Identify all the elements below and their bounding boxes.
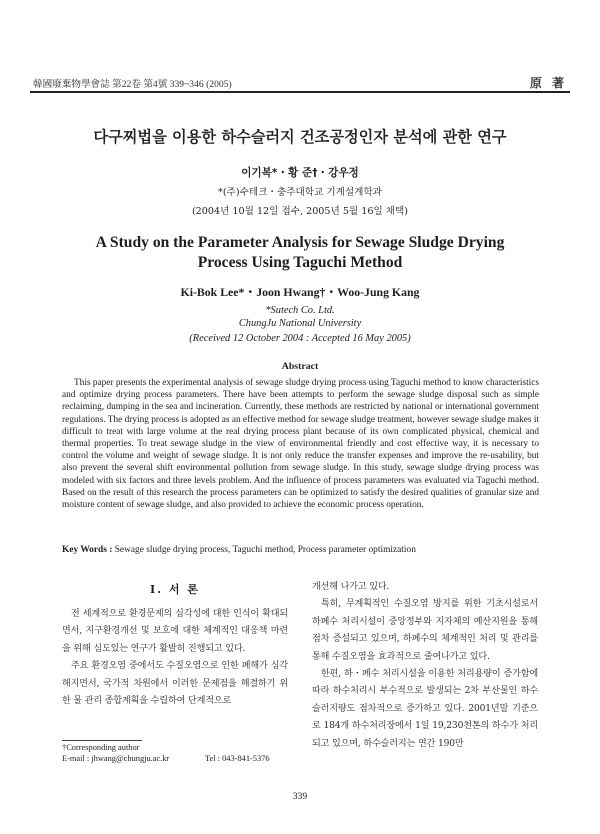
english-title-line-1: A Study on the Parameter Analysis for Sewage Sludge Drying [95,234,505,251]
english-authors: Ki-Bok Lee*・Joon Hwang†・Woo-Jung Kang [180,285,420,299]
affiliation-company: *Sutech Co. Ltd. [265,305,335,316]
abstract-body: This paper presents the experimental analysis of sewage sludge drying process using Taguchi method to know characteristics and optimize drying process parameters. There have been attempts to perform the sewage sludge disposal such as simple reclaiming, dumping in the sea and incineration. Currently, these methods are restricted by national or international government regulations. The drying process is adopted as an effective method for sewage sludge treatment, however sewage sludge makes it difficult to treat with large volume at the real drying process plant because of its own complicated physical, chemical and thermal properties. To treat sewage sludge in the view of environmental friendly and cost effective way, it is necessary to control the volume and weight of sewage sludge. It is not only reduce the transfer expenses and improve the re-usability, but also prevent the several shift environmental pollution from sewage sludge. In this study, sewage sludge drying process was modeled with six factors and three levels problem. And the influence of process parameters was evaluated via Taguchi method. Based on the result of this research the process parameters can be optimized to satisfy the desired qualities of granular size and moisture content of sewage sludge, and also provided to achieve the economic process operation. [62,378,539,511]
korean-title: 다구찌법을 이용한 하수슬러지 건조공정인자 분석에 관한 연구 [93,128,507,146]
journal-citation: 韓國廢棄物學會誌 第22卷 第4號 339~346 (2005) [33,79,232,90]
keywords-text: Sewage sludge drying process, Taguchi method, Process parameter optimization [114,545,416,555]
body-left-column [62,606,288,710]
header-rule [30,91,570,93]
korean-authors: 이기복*・황 준†・강우정 [241,167,359,179]
corresponding-author: †Corresponding author [62,743,140,752]
korean-dates: (2004년 10월 12일 접수, 2005년 5월 16일 채택) [191,206,409,217]
body-paragraph: 한편, 하・폐수 처리시설을 이용한 처리용량이 증가함에 따라 하수처리시 부수적으로 발생되는 2차 부산물인 하수슬러지량도 점차적으로 증가하고 있다. 2001년말 기준으로 184개 하수처리장에서 1일 19,230천톤의 하수가 처리되고 있으며, 하수슬러지는 연간 190만 [312,669,538,749]
author-phone: Tel : 043-841-5376 [205,754,270,763]
contact-row [62,753,288,764]
body-right-column [312,579,538,753]
body-paragraph: 주요 환경오염 중에서도 수질오염으로 인한 폐해가 심각해지면서, 국가적 차원에서 이러한 문제점을 해결하기 위한 물 관리 종합계획을 수립하여 단계적으로 [62,661,288,707]
english-affiliation [0,304,600,330]
keywords [62,545,539,555]
keywords-label: Key Words : [62,545,113,555]
english-title-line-2: Process Using Taguchi Method [197,254,403,271]
english-dates: (Received 12 October 2004 : Accepted 16 May 2005) [189,333,411,344]
footnote-rule [62,740,142,741]
korean-affiliation: *(주)수테크・충주대학교 기계설계학과 [218,187,382,198]
article-category: 原 著 [529,76,567,90]
body-paragraph: 전 세계적으로 환경문제의 심각성에 대한 인식이 확대되면서, 지구환경개선 및 보호에 대한 체계적인 대응책 마련을 위해 심도있는 연구가 활발히 진행되고 있다. [62,609,288,654]
body-paragraph: 특히, 무계획적인 수질오염 방지를 위한 기초시설로서 하폐수 처리시설이 중앙정부와 지자체의 예산지원을 통해 점차 증설되고 있으며, 하폐수의 체계적인 처리 및 관리를 통해 수질오염을 효과적으로 줄여나가고 있다. [312,599,538,662]
footnote [62,742,288,764]
running-header [33,76,567,90]
author-email: E-mail : jhwang@chungju.ac.kr [62,754,170,763]
abstract-heading: Abstract [281,361,319,372]
page-number: 339 [292,791,308,802]
section-title: I. 서 론 [150,583,200,596]
english-title [0,233,600,273]
body-paragraph: 개선해 나가고 있다. [312,582,390,592]
affiliation-university: ChungJu National University [238,318,362,329]
